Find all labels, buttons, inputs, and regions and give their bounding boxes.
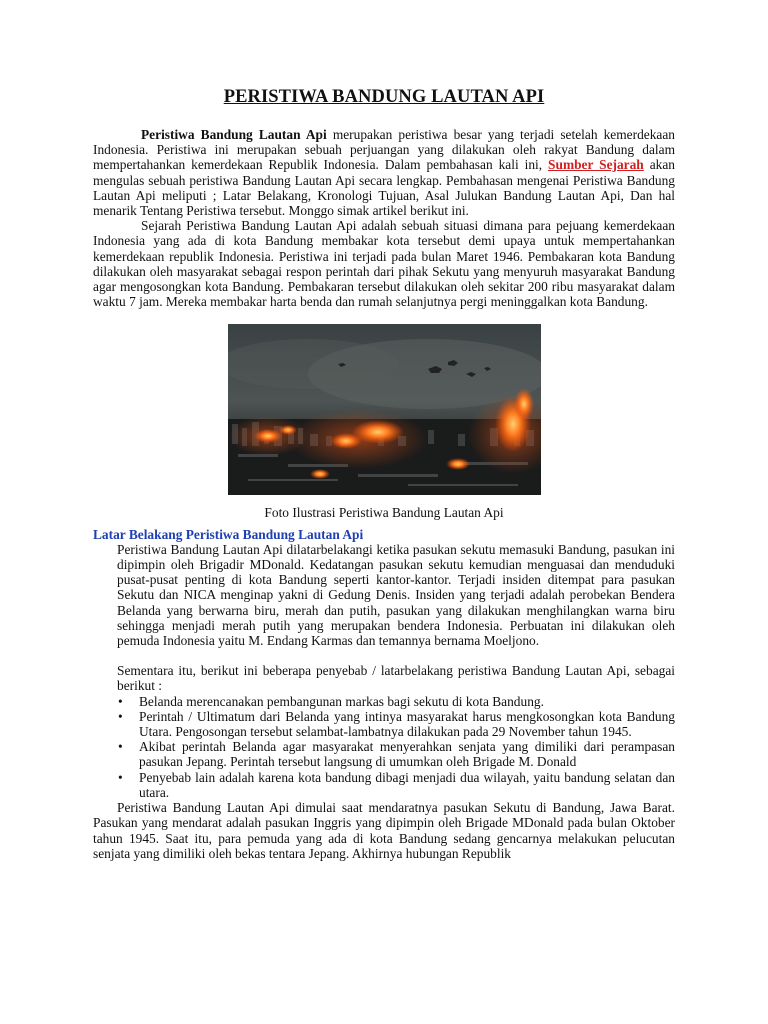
intro-paragraph — [93, 127, 675, 218]
intro-text-a: merupakan peristiwa besar yang terjadi setelah kemerdekaan Indonesia. Peristiwa ini merupakan sebuah perjuangan yang dilakukan oleh rakyat Bandung dalam mempertahankan kemerdekaan Republik Indonesia. Dalam pembahasan kali ini, — [93, 127, 675, 173]
chronology-paragraph: Peristiwa Bandung Lautan Api dimulai saat mendaratnya pasukan Sekutu di Bandung, Jawa Barat. Pasukan yang mendarat adalah pasukan Inggris yang dipimpin oleh Brigade MDonald pada bulan Oktober tahun 1945. Saat itu, para pemuda yang ada di kota Bandung sedang gencarnya melakukan pelucutan senjata yang dimiliki oleh bekas tentara Jepang. Akhirnya hubungan Republik — [93, 800, 675, 861]
burning-city-photo — [228, 324, 541, 495]
sumber-sejarah-link[interactable]: Sumber Sejarah — [548, 157, 644, 173]
list-item: • Belanda merencanakan pembangunan markas bagi sekutu di kota Bandung. — [118, 693, 544, 709]
section-heading: Latar Belakang Peristiwa Bandung Lautan Api — [93, 526, 364, 542]
causes-intro-paragraph: Sementara itu, berikut ini beberapa penyebab / latarbelakang peristiwa Bandung Lautan Api, sebagai berikut : — [117, 663, 675, 694]
list-item: • Akibat perintah Belanda agar masyarakat menyerahkan senjata yang dimiliki dari perampasan pasukan Jepang. Perintah tersebut langsung di umumkan oleh Brigade M. Donald — [118, 739, 675, 770]
intro-text-b: akan mengulas sebuah peristiwa Bandung Lautan Api secara lengkap. Pembahasan mengenai Peristiwa Bandung Lautan Api meliputi ; Latar Belakang, Kronologi Tujuan, Asal Julukan Bandung Lautan Api, Dan hal menarik Tentang Peristiwa tersebut. Monggo simak artikel berikut ini. — [93, 157, 675, 219]
illustration-figure — [93, 324, 675, 520]
page-title: PERISTIWA BANDUNG LAUTAN API — [223, 87, 545, 107]
bullet-icon: • — [118, 739, 123, 755]
bullet-icon: • — [118, 708, 123, 724]
list-item: • Perintah / Ultimatum dari Belanda yang intinya masyarakat harus mengkosongkan kota Bandung Utara. Pengosongan tersebut selambat-lambatnya dilakukan pada 29 November tahun 1945. — [118, 708, 675, 740]
history-paragraph: Sejarah Peristiwa Bandung Lautan Api adalah sebuah situasi dimana para pejuang kemerdekaan Indonesia yang ada di kota Bandung membakar kota tersebut demi upaya untuk mempertahankan kemerdekaan republik Indonesia. Peristiwa ini terjadi pada bulan Maret 1946. Pembakaran kota Bandung dilakukan oleh masyarakat sebagai respon perintah dari pihak Sekutu yang menyuruh masyarakat Bandung agar mengosongkan kota Bandung. Pembakaran tersebut dilakukan oleh sekitar 200 ribu masyarakat dalam waktu 7 jam. Mereka membakar harta benda dan rumah selanjutnya pergi meninggalkan kota Bandung. — [93, 218, 675, 310]
document-body — [93, 86, 675, 861]
bullet-icon: • — [118, 769, 123, 785]
figure-caption: Foto Ilustrasi Peristiwa Bandung Lautan Api — [264, 505, 504, 521]
list-item: • Penyebab lain adalah karena kota bandung dibagi menjadi dua wilayah, yaitu bandung selatan dan utara. — [118, 769, 675, 800]
bullet-icon: • — [118, 693, 123, 709]
intro-bold-lead: Peristiwa Bandung Lautan Api — [141, 127, 327, 142]
section-body — [93, 542, 675, 694]
paragraph-gap — [117, 648, 675, 663]
causes-list — [93, 694, 675, 800]
background-paragraph: Peristiwa Bandung Lautan Api dilatarbelakangi ketika pasukan sekutu memasuki Bandung, pasukan ini dipimpin oleh Brigadir MDonald. Kedatangan pasukan sekutu kemudian menguasai dan menduduki pusat-pusat penting di kota Bandung seperti kantor-kantor. Terjadi insiden ditempat para pasukan Sekutu dan NICA menginap yakni di Gedung Denis. Insiden yang terjadi adalah perobekan Bendera Belanda yang berwarna biru, merah dan putih, pasukan yang dilakukan menghilangkan warna biru sehingga menjadi merah putih yang merupakan bendera Indonesia. Perbuatan ini dilakukan oleh pemuda Indonesia yaitu M. Endang Karmas dan temannya bernama Moeljono. — [117, 541, 675, 649]
